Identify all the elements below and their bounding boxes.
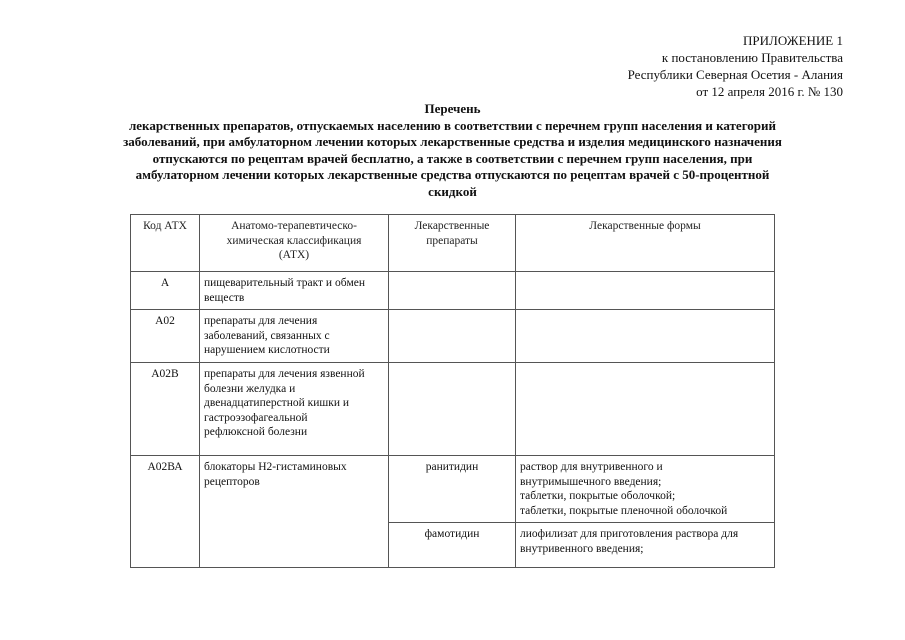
title-line-1: Перечень (424, 101, 481, 116)
cell-code: А02В (131, 363, 200, 456)
cell-code: А (131, 272, 200, 310)
appendix-number: ПРИЛОЖЕНИЕ 1 (743, 33, 843, 48)
cell-forms: раствор для внутривенного и внутримышечного введения; таблетки, покрытые оболочкой; таблетки, покрытые пленочной оболочкой (516, 456, 775, 523)
cell-classification: блокаторы Н2-гистаминовых рецепторов (200, 456, 389, 568)
cell-forms (516, 363, 775, 456)
cell-forms (516, 310, 775, 363)
table-row (131, 272, 775, 310)
cell-classification: препараты для лечения заболеваний, связанных с нарушением кислотности (200, 310, 389, 363)
title-line-4: отпускаются по рецептам врачей бесплатно, а также в соответствии с перечнем групп населения, при (152, 150, 753, 166)
header-drugs: Лекарственные препараты (389, 215, 516, 272)
appendix-republic: Республики Северная Осетия - Алания (627, 67, 843, 82)
header-forms: Лекарственные формы (516, 215, 775, 272)
appendix-resolution: к постановлению Правительства (661, 50, 843, 65)
appendix-date: от 12 апреля 2016 г. № 130 (696, 84, 843, 99)
table-row (131, 310, 775, 363)
table-row (131, 363, 775, 456)
cell-drug (389, 310, 516, 363)
cell-forms (516, 272, 775, 310)
header-classification: Анатомо-терапевтическо- химическая классификация (АТХ) (200, 215, 389, 272)
table-row (131, 456, 775, 523)
cell-classification: препараты для лечения язвенной болезни желудка и двенадцатиперстной кишки и гастроэзофагеальной рефлюксной болезни (200, 363, 389, 456)
title-line-6: скидкой (428, 183, 477, 199)
title-line-2: лекарственных препаратов, отпускаемых населению в соответствии с перечнем групп населения и категорий (128, 117, 776, 133)
title-line-3: заболеваний, при амбулаторном лечении которых лекарственные средства и изделия медицинского назначения (123, 134, 782, 149)
cell-drug-ranitidine: ранитидин (389, 456, 516, 523)
cell-drug-famotidine: фамотидин (389, 523, 516, 568)
document-title (50, 101, 855, 200)
cell-code: А02 (131, 310, 200, 363)
appendix-header (628, 32, 843, 100)
cell-classification: пищеварительный тракт и обмен веществ (200, 272, 389, 310)
cell-drug (389, 363, 516, 456)
header-code: Код АТХ (131, 215, 200, 272)
title-line-5: амбулаторном лечении которых лекарственные средства отпускаются по рецептам врачей с 50-процентной (135, 167, 770, 182)
cell-code: А02ВА (131, 456, 200, 568)
cell-forms: лиофилизат для приготовления раствора для внутривенного введения; (516, 523, 775, 568)
table-header-row (131, 215, 775, 272)
cell-drug (389, 272, 516, 310)
drug-table (130, 214, 775, 568)
